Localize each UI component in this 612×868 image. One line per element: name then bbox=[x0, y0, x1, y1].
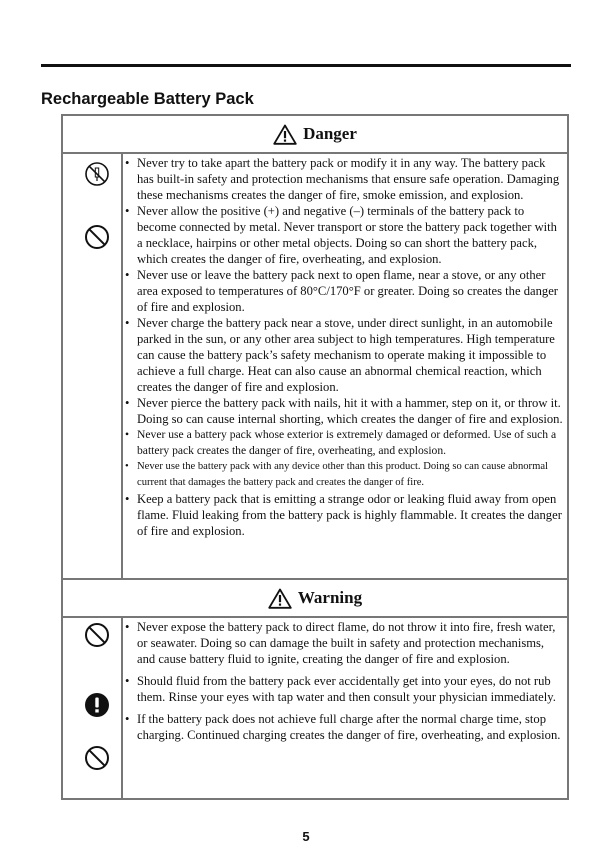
list-item: • Should fluid from the battery pack ever accidentally get into your eyes, do not rub them. Rinse your eyes with tap water and then consult your physician immediately. bbox=[125, 674, 556, 704]
list-item: • Never use the battery pack with any device other than this product. Doing so can cause abnormal current that damages the battery pack and creates the danger of fire. bbox=[125, 461, 548, 488]
prohibition-icon bbox=[84, 224, 110, 250]
danger-header bbox=[63, 116, 567, 154]
list-item: • If the battery pack does not achieve full charge after the normal charge time, stop charging. Continued charging creates the danger of fire, overheating, and explosion. bbox=[125, 712, 561, 742]
warning-header bbox=[63, 580, 567, 618]
no-disassembly-icon bbox=[84, 161, 110, 187]
list-item: • Never use or leave the battery pack next to open flame, near a stove, or any other area exposed to temperatures of 80°C/170°F or greater. Doing so creates the danger of fire and explosion. bbox=[125, 268, 558, 314]
list-item: • Never charge the battery pack near a stove, under direct sunlight, in an automobile parked in the sun, or any other area subject to high temperatures. High temperature can cause the battery pack’s safety mechanism to operate making it impossible to achieve a full charge. Heat can also cause an abnormal chemical reaction, which creates the danger of fire and explosion. bbox=[125, 316, 555, 394]
list-item: • Keep a battery pack that is emitting a strange odor or leaking fluid away from open flame. Fluid leaking from the battery pack is highly flammable. It creates the danger of fire and explosion. bbox=[125, 492, 562, 538]
list-item: • Never try to take apart the battery pack or modify it in any way. The battery pack has built-in safety and protection mechanisms that ensure safe operation. Damaging these mechanisms creates the danger of fire, smoke emission, and explosion. bbox=[125, 156, 560, 202]
icon-column-divider bbox=[121, 154, 123, 578]
safety-table bbox=[61, 114, 569, 800]
warning-list bbox=[127, 619, 563, 743]
top-rule bbox=[41, 64, 571, 67]
list-item: • Never pierce the battery pack with nails, hit it with a hammer, step on it, or throw it. Doing so can cause internal shorting, which creates the danger of fire and explosion. bbox=[125, 396, 563, 426]
list-item: • Never allow the positive (+) and negative (–) terminals of the battery pack to become connected by metal. Never transport or store the battery pack together with a necklace, hairpins or other metal objects. Doing so can short the battery pack, which creates the danger of fire, overheating, and explosion. bbox=[125, 204, 557, 266]
page-title: Rechargeable Battery Pack bbox=[41, 90, 254, 108]
page-number: 5 bbox=[302, 829, 310, 844]
danger-list bbox=[127, 155, 563, 539]
prohibition-icon bbox=[84, 745, 110, 771]
warning-heading: Warning bbox=[297, 588, 363, 607]
icon-column-divider bbox=[121, 618, 123, 798]
warning-triangle-icon bbox=[268, 588, 292, 609]
list-item: • Never expose the battery pack to direct flame, do not throw it into fire, fresh water, or seawater. Doing so can damage the built in safety and protection mechanisms, and cause battery fluid to ignite, creating the danger of fire and explosion. bbox=[125, 620, 556, 666]
danger-heading: Danger bbox=[303, 124, 357, 143]
mandatory-action-icon bbox=[84, 692, 110, 718]
prohibition-icon bbox=[84, 622, 110, 648]
warning-triangle-icon bbox=[273, 124, 297, 145]
list-item: • Never use a battery pack whose exterior is extremely damaged or deformed. Use of such a battery pack creates the danger of fire, overheating, and explosion. bbox=[125, 428, 557, 457]
